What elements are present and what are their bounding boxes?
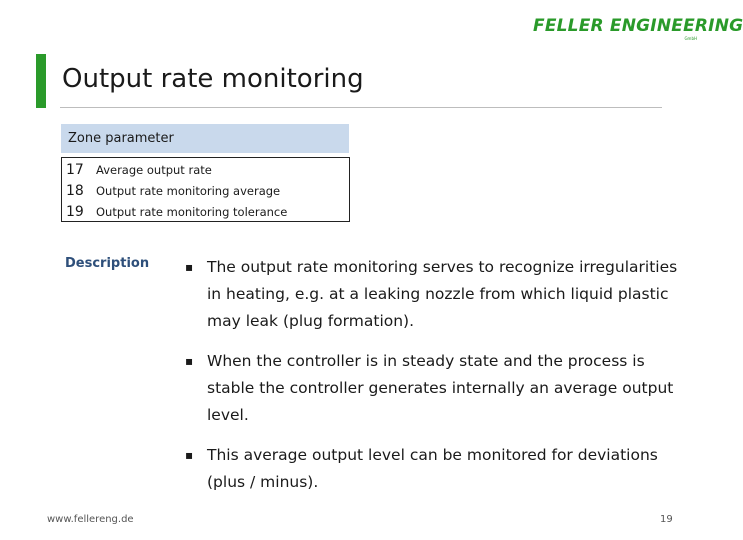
footer-website: www.fellereng.de bbox=[47, 514, 134, 525]
bullet-text: The output rate monitoring serves to recognize irregularities in heating, e.g. at a leaking nozzle from which liquid plastic may leak (plug formation). bbox=[207, 258, 678, 330]
zone-parameter-row bbox=[62, 159, 349, 180]
bullet-text: When the controller is in steady state and the process is stable the controller generates internally an average output level. bbox=[207, 352, 674, 424]
company-logo bbox=[533, 14, 743, 44]
zone-parameter-row bbox=[62, 201, 349, 222]
bullet-square-icon: ▪ bbox=[185, 448, 194, 462]
bullet-square-icon: ▪ bbox=[185, 354, 194, 368]
description-bullet bbox=[185, 348, 690, 429]
bullet-text: This average output level can be monitored for deviations (plus / minus). bbox=[207, 446, 658, 491]
zone-parameter-label: Output rate monitoring tolerance bbox=[96, 204, 288, 219]
description-bullet bbox=[185, 254, 690, 335]
page-number: 19 bbox=[660, 514, 673, 525]
zone-parameter-number: 18 bbox=[66, 182, 84, 199]
zone-parameter-number: 17 bbox=[66, 161, 84, 178]
zone-parameter-row bbox=[62, 180, 349, 201]
description-label: Description bbox=[65, 256, 150, 271]
zone-parameter-number: 19 bbox=[66, 203, 84, 220]
title-accent-bar bbox=[36, 54, 46, 108]
zone-parameter-table bbox=[61, 157, 350, 222]
slide-title: Output rate monitoring bbox=[62, 64, 364, 94]
bullet-square-icon: ▪ bbox=[185, 260, 194, 274]
logo-text: FELLER ENGINEERING bbox=[533, 16, 743, 36]
zone-parameter-label: Output rate monitoring average bbox=[96, 183, 281, 198]
zone-parameter-label: Average output rate bbox=[96, 162, 212, 177]
description-bullet-list bbox=[185, 254, 690, 509]
zone-parameter-header: Zone parameter bbox=[61, 124, 349, 153]
title-divider bbox=[60, 107, 662, 108]
logo-subtext: GmbH bbox=[684, 36, 697, 41]
description-bullet bbox=[185, 442, 690, 496]
